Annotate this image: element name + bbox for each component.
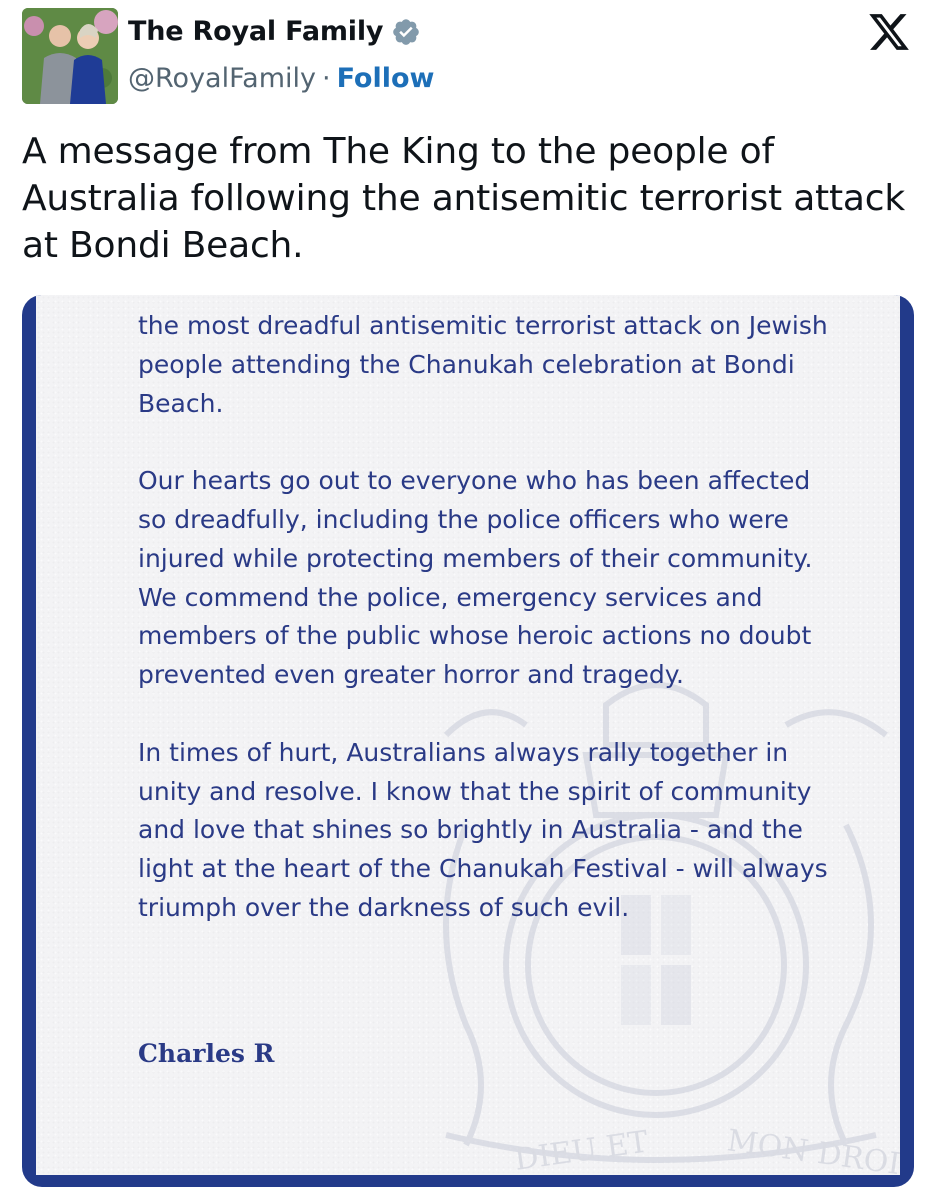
crest-motto-right: MON DROIT: [724, 1123, 923, 1185]
avatar[interactable]: [22, 8, 118, 104]
signature: Charles R: [138, 1039, 275, 1068]
tweet-text: A message from The King to the people of Australia following the antisemitic terrorist attack at Bondi Beach.: [22, 131, 905, 266]
tweet-header: [22, 8, 932, 108]
account-handle[interactable]: @RoyalFamily: [128, 63, 316, 94]
letter-image[interactable]: [22, 295, 923, 1187]
letter-paragraph-1: the most dreadful antisemitic terrorist attack on Jewish people attending the Chanukah celebration at Bondi Beach.: [138, 311, 828, 418]
crest-motto-left: DIEU ET: [512, 1124, 651, 1178]
follow-button[interactable]: Follow: [336, 63, 435, 94]
x-logo-icon[interactable]: [866, 10, 912, 54]
letter-paragraph-3: In times of hurt, Australians always rally together in unity and resolve. I know that the spirit of community and love that shines so brightly in Australia - and the light at the heart of the Chanukah Festival - will always triumph over the darkness of such evil.: [138, 737, 828, 922]
letter-paragraph-2: Our hearts go out to everyone who has been affected so dreadfully, including the police officers who were injured while protecting members of their community. We commend the police, emergency services and members of the public whose heroic actions no doubt prevented even greater horror and tragedy.: [138, 466, 813, 690]
account-name[interactable]: The Royal Family: [128, 16, 384, 47]
verified-badge-icon: [391, 17, 421, 47]
letter-paper: [36, 295, 923, 1185]
separator: ·: [321, 63, 331, 94]
handle-row: [128, 63, 434, 94]
avatar-photo: [22, 8, 118, 104]
letter-body: [138, 307, 838, 967]
